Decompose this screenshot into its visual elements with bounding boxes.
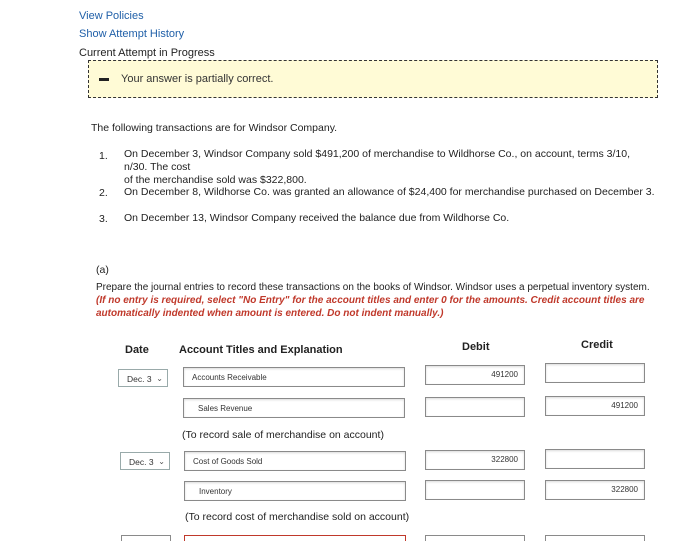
credit-input[interactable]: 491200 xyxy=(545,396,645,416)
entry-explanation: (To record sale of merchandise on account) xyxy=(182,429,384,441)
instructions: Prepare the journal entries to record these transactions on the books of Windsor. Windsor uses a perpetual inventory system. (If no entry is required, select "No Entry" for the account titles and enter 0 for the amounts. Credit account titles are automatically indented when amount is entered. Do not indent manually.) xyxy=(96,282,650,319)
account-input[interactable]: Sales Revenue xyxy=(183,398,405,418)
transaction-number: 1. xyxy=(99,150,108,162)
debit-input[interactable] xyxy=(425,535,525,541)
partial-correct-banner xyxy=(88,60,658,98)
intro-text: The following transactions are for Windsor Company. xyxy=(91,122,338,134)
show-attempt-history-link[interactable]: Show Attempt History xyxy=(79,28,185,40)
header-date: Date xyxy=(125,344,149,356)
debit-input[interactable]: 322800 xyxy=(425,450,525,470)
transaction-text: On December 8, Wildhorse Co. was granted an allowance of $24,400 for merchandise purchased on December 3. xyxy=(124,186,655,198)
credit-input[interactable] xyxy=(545,535,645,541)
transaction-text: On December 3, Windsor Company sold $491,200 of merchandise to Wildhorse Co., on account, terms 3/10, n/30. The cost of the merchandise sold was $322,800. xyxy=(124,148,630,186)
credit-input[interactable] xyxy=(545,363,645,383)
account-input[interactable] xyxy=(184,535,406,541)
debit-input[interactable] xyxy=(425,480,525,500)
header-account: Account Titles and Explanation xyxy=(179,344,343,356)
debit-input[interactable] xyxy=(425,397,525,417)
view-policies-link[interactable]: View Policies xyxy=(79,10,144,22)
entry-explanation: (To record cost of merchandise sold on account) xyxy=(185,511,410,523)
current-attempt-heading: Current Attempt in Progress xyxy=(79,47,215,59)
header-debit: Debit xyxy=(462,341,490,353)
credit-input[interactable] xyxy=(545,449,645,469)
debit-input[interactable]: 491200 xyxy=(425,365,525,385)
date-select[interactable]: Dec. 3 ⌄ xyxy=(120,452,170,470)
part-label: (a) xyxy=(96,264,109,276)
transaction-number: 2. xyxy=(99,187,108,199)
account-input[interactable]: Cost of Goods Sold xyxy=(184,451,406,471)
header-credit: Credit xyxy=(581,339,613,351)
credit-input[interactable]: 322800 xyxy=(545,480,645,500)
chevron-down-icon: ⌄ xyxy=(156,374,163,383)
date-select[interactable]: Dec. 3 ⌄ xyxy=(118,369,168,387)
account-input[interactable]: Accounts Receivable xyxy=(183,367,405,387)
date-select[interactable] xyxy=(121,535,171,541)
chevron-down-icon: ⌄ xyxy=(158,457,165,466)
partial-icon xyxy=(99,78,109,81)
transaction-number: 3. xyxy=(99,213,108,225)
account-input[interactable]: Inventory xyxy=(184,481,406,501)
banner-message: Your answer is partially correct. xyxy=(121,73,274,85)
transaction-text: On December 13, Windsor Company received the balance due from Wildhorse Co. xyxy=(124,212,510,224)
